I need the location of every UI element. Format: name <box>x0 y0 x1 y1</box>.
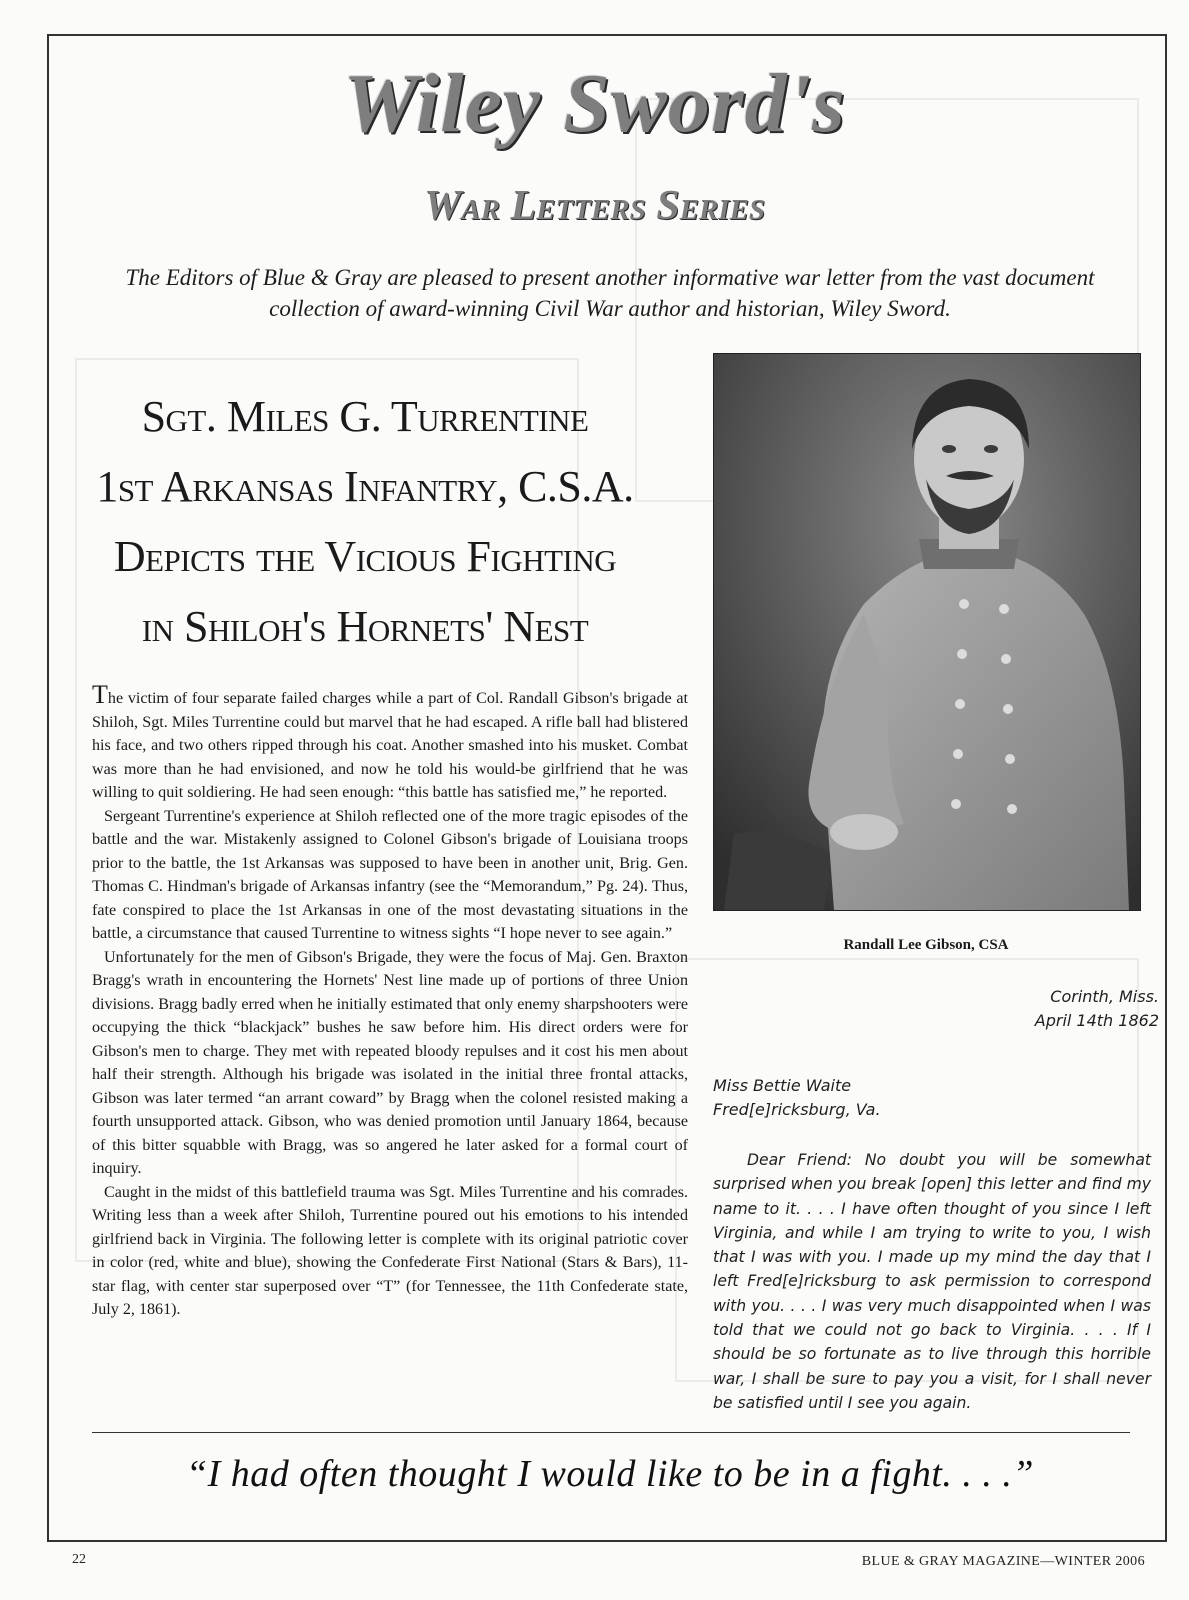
portrait-photo <box>713 353 1141 911</box>
headline-line: 1st Arkansas Infantry, C.S.A. <box>96 462 634 511</box>
editors-intro: The Editors of Blue & Gray are pleased to present another informative war letter from the vast document collection of award-winning Civil War author and historian, Wiley Sword. <box>125 265 1095 321</box>
headline-line: Sgt. Miles G. Turrentine <box>141 392 589 441</box>
series-title: Wiley Sword's <box>343 57 846 150</box>
letter-text: Dear Friend: No doubt you will be somewhat surprised when you break [open] this letter and find my name to it. . . . I have often thought of you since I left Virginia, and while I am trying to write to you, I wish that I was with you. I made up my mind the day that I left Fred[e]ricksburg to ask permission to correspond with you. . . . I was very much disappointed when I was told that we could not go back to Virginia. . . . If I should be so fortunate as to live through this horrible war, I shall be sure to pay you a visit, for I shall never be satisfied until I see you again. <box>713 1151 1151 1412</box>
letter-dateline <box>713 985 1159 1033</box>
letter-address <box>713 1074 1153 1122</box>
headline-line: in Shiloh's Hornets' Nest <box>141 602 589 651</box>
drop-cap: T <box>92 680 108 709</box>
page-number: 22 <box>72 1552 86 1567</box>
portrait-figure <box>714 354 1140 910</box>
letter-recipient: Miss Bettie Waite <box>713 1076 852 1095</box>
letter-recipient-place: Fred[e]ricksburg, Va. <box>713 1100 881 1119</box>
article-paragraph: Caught in the midst of this battlefield trauma was Sgt. Miles Turrentine and his comrades. Writing less than a week after Shiloh, Turrentine poured out his emotions to his intended girlfriend back in Virginia. The following letter is complete with its original patriotic cover in color (red, white and blue), showing the Confederate First National (Stars & Bars), 11-star flag, with center star superposed over “T” (for Tennessee, the 11th Confederate state, July 2, 1861). <box>92 1183 688 1318</box>
article-paragraph: The victim of four separate failed charges while a part of Col. Randall Gibson's brigade at Shiloh, Sgt. Miles Turrentine could but marvel that he had escaped. A rifle ball had blistered his face, and two others ripped through his coat. Another smashed into his musket. Combat was more than he had envisioned, and now he told his would-be girlfriend that he was willing to quit soldiering. He had seen enough: “this battle has satisfied me,” he reported. <box>92 680 688 801</box>
pull-quote: “I had often thought I would like to be in a fight. . . .” <box>185 1453 1035 1495</box>
letter-place: Corinth, Miss. <box>1050 987 1159 1006</box>
headline-line: Depicts the Vicious Fighting <box>113 532 617 581</box>
photo-caption: Randall Lee Gibson, CSA <box>843 937 1009 953</box>
series-subtitle: War Letters Series <box>423 183 766 229</box>
article-headline <box>60 382 670 662</box>
article-body <box>92 680 688 1322</box>
article-paragraph: Unfortunately for the men of Gibson's Brigade, they were the focus of Maj. Gen. Braxton Bragg's wrath in encountering the Hornets' Nest line made up of portions of three Union divisions. Bragg badly erred when he initially estimated that only enemy sharpshooters were occupying the thick “blackjack” bushes he saw before him. His direct orders were for Gibson's men to charge. They met with repeated bloody repulses and it cost his men about half their strength. Although his brigade was isolated in the initial three frontal attacks, Gibson was later termed “an arrant coward” by Bragg when the colonel resisted making a fourth unsupported attack. Gibson, who was denied promotion until January 1864, because of this bitter squabble with Bragg, was so angered he later asked for a formal court of inquiry. <box>92 948 688 1177</box>
publication-footer: BLUE & GRAY MAGAZINE—WINTER 2006 <box>861 1554 1145 1569</box>
letter-date: April 14th 1862 <box>1034 1011 1159 1030</box>
article-paragraph: Sergeant Turrentine's experience at Shiloh reflected one of the more tragic episodes of the battle and the war. Mistakenly assigned to Colonel Gibson's brigade of Louisiana troops prior to the battle, the 1st Arkansas was supposed to have been in another unit, Brig. Gen. Thomas C. Hindman's brigade of Arkansas infantry (see the “Memorandum,” Pg. 24). Thus, fate conspired to place the 1st Arkansas in one of the most devastating situations in the battle, a circumstance that caused Turrentine to witness sights “I hope never to see again.” <box>92 807 688 942</box>
divider-rule <box>92 1432 1130 1433</box>
